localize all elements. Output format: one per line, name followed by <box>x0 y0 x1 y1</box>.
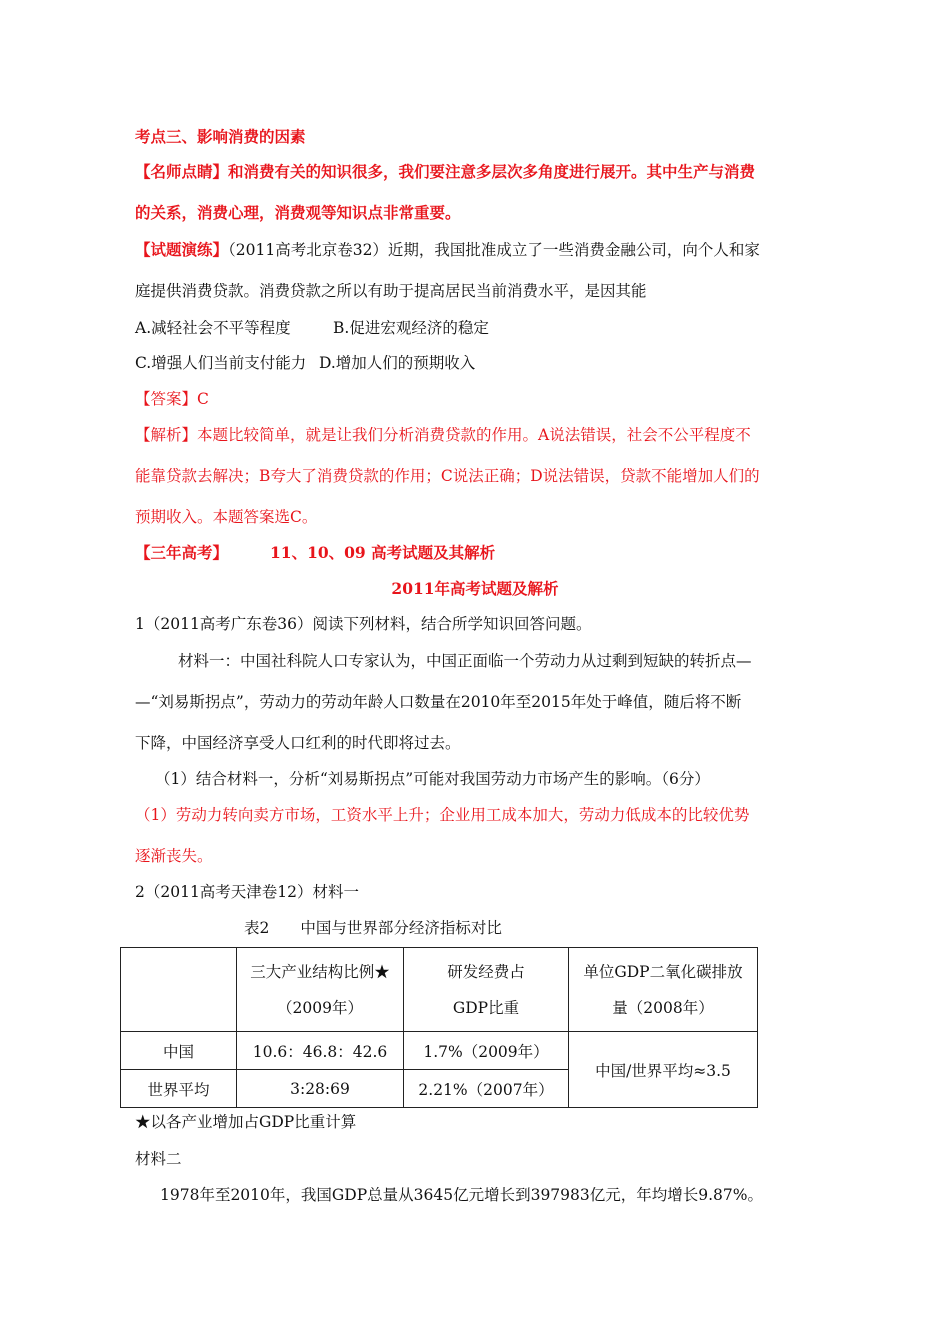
header-industry-line-2: （2009年） <box>277 998 363 1017</box>
option-d: D.增加人们的预期收入 <box>319 354 476 372</box>
analysis-text-1: 本题比较简单，就是让我们分析消费贷款的作用。A说法错误，社会不公平程度不 <box>197 426 751 444</box>
row-world-rnd: 2.21%（2007年） <box>404 1070 569 1108</box>
expert-comment-line-2: 的关系，消费心理，消费观等知识点非常重要。 <box>135 203 461 222</box>
table-caption: 表2 中国与世界部分经济指标对比 <box>244 919 502 937</box>
practice-line-2: 庭提供消费贷款。消费贷款之所以有助于提高居民当前消费水平，是因其能 <box>135 282 647 300</box>
header-rnd-line-1: 研发经费占 <box>447 962 525 981</box>
table-row <box>121 1032 758 1070</box>
answer-value: C <box>197 390 209 408</box>
row-name-world: 世界平均 <box>121 1070 237 1108</box>
q1-intro: 1（2011高考广东卷36）阅读下列材料，结合所学知识回答问题。 <box>135 615 592 633</box>
q1-subquestion-1: （1）结合材料一，分析“刘易斯拐点”可能对我国劳动力市场产生的影响。（6分） <box>155 770 710 788</box>
q1-material-1-line-3: 下降，中国经济享受人口红利的时代即将过去。 <box>135 734 461 752</box>
q1-material-1-line-1: 材料一：中国社科院人口专家认为，中国正面临一个劳动力从过剩到短缺的转折点— <box>178 652 752 670</box>
answer-tag: 【答案】 <box>135 390 198 408</box>
options-row-1 <box>135 318 825 338</box>
header-co2-emission <box>569 948 758 1032</box>
options-row-2 <box>135 353 825 373</box>
header-industry-line-1: 三大产业结构比例★ <box>250 962 390 981</box>
practice-line-1 <box>135 240 825 260</box>
option-b: B.促进宏观经济的稳定 <box>333 319 489 337</box>
table-header-row <box>121 948 758 1032</box>
row-world-ratio: 3:28:69 <box>237 1070 404 1108</box>
row-name-china: 中国 <box>121 1032 237 1070</box>
expert-tag: 【名师点睛】 <box>135 162 229 181</box>
three-years-text: 11、10、09 高考试题及其解析 <box>270 543 496 562</box>
material-2-text: 1978年至2010年，我国GDP总量从3645亿元增长到397983亿元，年均增长9.87%。 <box>160 1186 763 1204</box>
table-footnote: ★以各产业增加占GDP比重计算 <box>135 1113 357 1131</box>
expert-comment-line-1 <box>135 162 825 182</box>
section-heading: 考点三、影响消费的因素 <box>135 127 306 146</box>
q1-answer-line-1: （1）劳动力转向卖方市场，工资水平上升；企业用工成本加大，劳动力低成本的比较优势 <box>135 806 750 824</box>
comparison-table <box>120 947 758 1108</box>
option-c: C.增强人们当前支付能力 <box>135 354 307 372</box>
row-china-rnd: 1.7%（2009年） <box>404 1032 569 1070</box>
co2-merged-cell: 中国/世界平均≈3.5 <box>569 1032 758 1108</box>
analysis-tag: 【解析】 <box>135 426 198 444</box>
q1-material-1-line-2: —“刘易斯拐点”，劳动力的劳动年龄人口数量在2010年至2015年处于峰值，随后将不断 <box>135 693 742 711</box>
practice-tag: 【试题演练】 <box>135 240 229 259</box>
analysis-line-2: 能靠贷款去解决；B夸大了消费贷款的作用；C说法正确；D说法错误，贷款不能增加人们的 <box>135 467 760 485</box>
answer-line <box>135 389 825 409</box>
header-industry-structure <box>237 948 404 1032</box>
practice-text-1: （2011高考北京卷32）近期，我国批准成立了一些消费金融公司，向个人和家 <box>228 241 760 259</box>
header-co2-line-2: 量（2008年） <box>612 998 714 1017</box>
three-years-line <box>135 543 825 563</box>
q2-intro: 2（2011高考天津卷12）材料一 <box>135 883 360 901</box>
section-title: 2011年高考试题及解析 <box>391 579 559 598</box>
header-rnd-share <box>404 948 569 1032</box>
header-co2-line-1: 单位GDP二氧化碳排放 <box>583 962 743 981</box>
header-empty-cell <box>121 948 237 1032</box>
row-china-ratio: 10.6：46.8：42.6 <box>237 1032 404 1070</box>
header-rnd-line-2: GDP比重 <box>452 998 520 1017</box>
analysis-line-3: 预期收入。本题答案选C。 <box>135 508 318 526</box>
expert-text-1: 和消费有关的知识很多，我们要注意多层次多角度进行展开。其中生产与消费 <box>228 162 756 181</box>
option-a: A.减轻社会不平等程度 <box>135 319 291 337</box>
material-2-label: 材料二 <box>135 1150 182 1168</box>
three-years-tag: 【三年高考】 <box>135 543 229 562</box>
analysis-line-1 <box>135 425 825 445</box>
q1-answer-line-2: 逐渐丧失。 <box>135 847 213 865</box>
